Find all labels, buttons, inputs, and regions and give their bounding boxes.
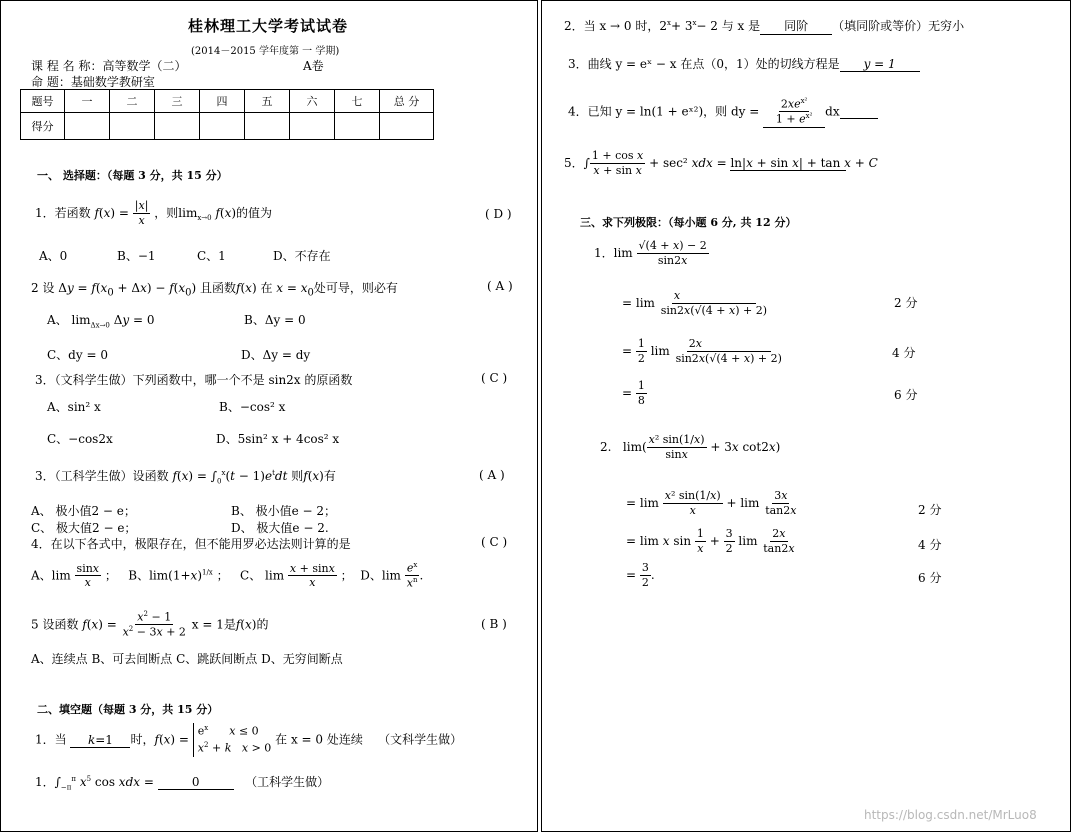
question-2: 2 设 $\Delta y = f(x_0 + \Delta x) - f(x_0)$ 且函数f(x) 在 $x = x_0$处可导，则必有 bbox=[31, 281, 398, 299]
q3b-option-a: A、 极小值2 − e； bbox=[31, 504, 136, 518]
fill-q1-post2: 在 x = 0 处连续 bbox=[275, 732, 363, 747]
q5-text-c: 的 bbox=[256, 617, 269, 632]
fill-q1-pre: 1．当 bbox=[35, 732, 67, 747]
table-header-cell: 三 bbox=[155, 90, 200, 113]
q2-text-b: 且函数 bbox=[200, 281, 237, 295]
q3b-option-c: C、 极大值2 − e； bbox=[31, 521, 137, 535]
fill-q3-text: 3．曲线 y = eˣ − x 在点（0，1）处的切线方程是 bbox=[568, 57, 840, 71]
score-cell bbox=[380, 113, 434, 140]
q3b-option-d: D、 极大值e − 2. bbox=[231, 521, 329, 535]
q1-option-b: B、−1 bbox=[117, 249, 156, 263]
q1-text-c: 的值为 bbox=[236, 205, 273, 220]
q2-option-a-label: A、 bbox=[47, 313, 68, 327]
q5-text-b: x = 1是 bbox=[191, 617, 236, 632]
question-3-engineering: 3．（工科学生做）设函数 $f(x) = \int_0^x(t - 1)e^tdt$ 则f(x)有 bbox=[35, 469, 336, 486]
fill-q4-text: 4．已知 y = ln(1 + eˣ²)，则 dy = bbox=[568, 104, 760, 119]
fill-q1-blank bbox=[70, 733, 130, 748]
fill-q1-post: 时， bbox=[130, 732, 155, 747]
fill-q2-text-d: （填同阶或等价）无穷小 bbox=[832, 19, 965, 33]
table-header-cell: 题号 bbox=[21, 90, 65, 113]
q3b-text-c: 有 bbox=[323, 469, 336, 483]
q5-fraction: $\frac{x^2 - 1}{x^2 - 3x + 2}$ bbox=[122, 610, 186, 640]
q2-option-c: C、dy = 0 bbox=[47, 348, 108, 362]
watermark: https://blog.csdn.net/MrLuo8 bbox=[864, 808, 1037, 822]
fill-q2-text-b: + 3 bbox=[670, 19, 693, 33]
q3b-option-b: B、 极小值e − 2； bbox=[231, 504, 337, 518]
q1-option-a: A、0 bbox=[39, 249, 68, 263]
limit-1-score-1: 2 分 bbox=[894, 296, 918, 310]
fill-question-2: 2．当 x → 0 时，$2^x+ 3^x- 2$ 与 x 是 同阶 （填同阶或等价）无穷小 bbox=[564, 19, 965, 33]
table-header-cell: 一 bbox=[65, 90, 110, 113]
table-header-cell: 五 bbox=[245, 90, 290, 113]
limit-1-step-2: = $\frac{1}{2}$ lim $\frac{2x}{\sin 2x(√(4 + x) + 2)}$ bbox=[622, 337, 782, 365]
q2-text-d: 处可导，则必有 bbox=[313, 281, 398, 295]
q3b-text: 3．（工科学生做）设函数 bbox=[35, 469, 169, 483]
limit-2-score-2: 4 分 bbox=[918, 538, 942, 552]
q3b-answer: ( A ) bbox=[479, 468, 505, 482]
table-header-cell: 二 bbox=[110, 90, 155, 113]
q3a-answer: ( C ) bbox=[481, 371, 508, 385]
right-page bbox=[541, 0, 1071, 832]
table-header-cell: 总 分 bbox=[380, 90, 434, 113]
exam-title: 桂林理工大学考试试卷 bbox=[188, 17, 349, 35]
table-header-cell: 六 bbox=[290, 90, 335, 113]
q3a-option-c: C、−cos2x bbox=[47, 432, 113, 446]
score-cell bbox=[110, 113, 155, 140]
section1-heading: 一、 选择题：（每题 3 分，共 15 分） bbox=[37, 169, 228, 182]
section2-heading: 二、填空题（每题 3 分，共 15 分） bbox=[37, 703, 219, 716]
score-cell bbox=[155, 113, 200, 140]
fill-q2-text-a: 2．当 x → 0 时，2 bbox=[564, 19, 667, 33]
fill-q1-k: k bbox=[87, 732, 96, 747]
question-1: 1．若函数 f(x) = $\frac{|x|}{x}$ ，则$\lim_{x\to 0} f(x)$的值为 bbox=[35, 199, 273, 227]
q3a-option-b: B、−cos² x bbox=[219, 400, 286, 414]
score-cell bbox=[335, 113, 380, 140]
fill-q1b-note: （工科学生做） bbox=[245, 775, 330, 789]
limit-1-step-1: = lim $\frac{x}{\sin 2x(√(4 + x) + 2)}$ bbox=[622, 289, 768, 317]
limit-1-step-3: = $\frac{1}{8}$ bbox=[622, 379, 645, 407]
q4-options: A、lim $\frac{\sin x}{x}$ ； B、$\lim(1+x)^{1/x}$ ； C、 lim $\frac{x + \sin x}{x}$ ； D、lim $\frac{e^x}{x^n}$ . bbox=[31, 561, 424, 591]
fill-question-5: 5．∫ $\frac{\text{1 + cos x}}{\text{x + sin x}}$ + sec² xdx = ln|x + sin x| + tan x + C bbox=[564, 149, 878, 177]
fill-q4-blank-tail bbox=[840, 104, 878, 119]
limit-2-score-1: 2 分 bbox=[918, 503, 942, 517]
table-header-cell: 四 bbox=[200, 90, 245, 113]
fill-question-1: 1．当 k=1 时，$f(x) = e^x$ x ≤ 0 $x^2 + k$ x > 0 在 x = 0 处连续 （文科学生做） bbox=[35, 723, 462, 757]
question-5: 5 设函数 f(x) = $\frac{x^2 - 1}{x^2 - 3x + 2}$ x = 1是f(x)的 bbox=[31, 610, 269, 640]
fill-q4-dx: dx bbox=[825, 104, 840, 119]
q3a-option-a: A、sin² x bbox=[47, 400, 101, 414]
q2-option-a: A、 $\lim_{\Delta x\to 0} \Delta y = 0$ bbox=[47, 313, 155, 330]
score-table-row bbox=[21, 113, 434, 140]
fill-question-1b: 1．$\int_{-\pi}^\pi$ $x^5$ cos xdx = 0 （工科学生做） bbox=[35, 775, 330, 792]
fill-q2-blank: 同阶 bbox=[760, 17, 832, 35]
paper-type: A卷 bbox=[303, 59, 324, 73]
score-cell bbox=[65, 113, 110, 140]
table-row-label: 得分 bbox=[21, 113, 65, 140]
q1-text-b: ，则 bbox=[154, 205, 179, 220]
fill-q1b-blank: 0 bbox=[158, 775, 234, 790]
limit-problem-1: 1．lim $\frac{√(4 + x) - 2}{\sin 2x}$ bbox=[594, 239, 707, 267]
q3a-option-d: D、5sin² x + 4cos² x bbox=[216, 432, 340, 446]
q1-option-d: D、不存在 bbox=[273, 249, 331, 263]
q3b-text-b: 则 bbox=[291, 469, 304, 483]
fill-question-3 bbox=[568, 55, 920, 72]
fill-q1-note: （文科学生做） bbox=[378, 732, 463, 747]
limit-1-score-3: 6 分 bbox=[894, 388, 918, 402]
score-cell bbox=[245, 113, 290, 140]
fill-q2-text-c: − 2 与 x 是 bbox=[696, 19, 761, 33]
fill-q1b-pre: 1． bbox=[35, 775, 55, 789]
limit-2-step-1: = lim $\frac{\text{x² sin(1/x)}}{x}$ + lim $\frac{3x}{\tan 2x}$ bbox=[626, 489, 797, 517]
question-3-liberal: 3．（文科学生做）下列函数中，哪一个不是 sin2x 的原函数 bbox=[35, 373, 353, 387]
limit-problem-2: 2. lim( $\frac{\text{x² sin(1/x)}}{\sin x}$ + 3x cot2x) bbox=[600, 433, 781, 461]
q1-option-c: C、1 bbox=[197, 249, 226, 263]
score-table-header-row bbox=[21, 90, 434, 113]
q4-answer: ( C ) bbox=[481, 535, 508, 549]
q1-text: 1．若函数 bbox=[35, 205, 91, 220]
fill-q5-text: 5． bbox=[564, 155, 584, 170]
q2-text: 2 设 bbox=[31, 281, 55, 295]
course-name: 课 程 名 称：高等数学（二） bbox=[31, 59, 187, 73]
score-table bbox=[20, 89, 434, 140]
limit-2-score-3: 6 分 bbox=[918, 571, 942, 585]
limit-2-step-2: = lim x sin $\frac{1}{x}$ + $\frac{3}{2}$ lim $\frac{2x}{\tan 2x}$ bbox=[626, 527, 795, 555]
academic-year: (2014－2015 学年度第 一 学期) bbox=[191, 46, 340, 57]
q2-answer: ( A ) bbox=[487, 279, 513, 293]
fill-q1-answer: =1 bbox=[95, 732, 113, 747]
q5-text: 5 设函数 bbox=[31, 617, 79, 632]
piecewise-function: $e^x$ x ≤ 0 $x^2 + k$ x > 0 bbox=[193, 723, 272, 757]
setter: 命 题：基础数学教研室 bbox=[31, 75, 155, 89]
fill-question-4 bbox=[568, 97, 878, 128]
fill-q5-answer: ln|x + sin x| + tan x + C bbox=[730, 155, 878, 170]
q5-answer: ( B ) bbox=[481, 617, 507, 631]
question-4: 4．在以下各式中，极限存在，但不能用罗必达法则计算的是 bbox=[31, 537, 351, 551]
q2-text-c: 在 bbox=[260, 281, 273, 295]
q1-answer: ( D ) bbox=[485, 207, 512, 221]
score-cell bbox=[200, 113, 245, 140]
limit-1-score-2: 4 分 bbox=[892, 346, 916, 360]
q2-option-d: D、Δy = dy bbox=[241, 348, 311, 362]
fill-q3-blank: y = 1 bbox=[840, 57, 920, 72]
section3-heading: 三、求下列极限：（每小题 6 分, 共 12 分） bbox=[580, 216, 797, 229]
q1-fraction: $\frac{|x|}{x}$ bbox=[134, 199, 149, 227]
q5-options: A、连续点 B、可去间断点 C、跳跃间断点 D、无穷间断点 bbox=[31, 652, 343, 666]
fill-q4-blank: $2xe^{x^2}$ $1 + e^{x^2}$ bbox=[763, 97, 825, 128]
limit-2-step-3: = $\frac{3}{2}$ . bbox=[626, 561, 655, 589]
score-cell bbox=[290, 113, 335, 140]
table-header-cell: 七 bbox=[335, 90, 380, 113]
q2-option-b: B、Δy = 0 bbox=[244, 313, 306, 327]
